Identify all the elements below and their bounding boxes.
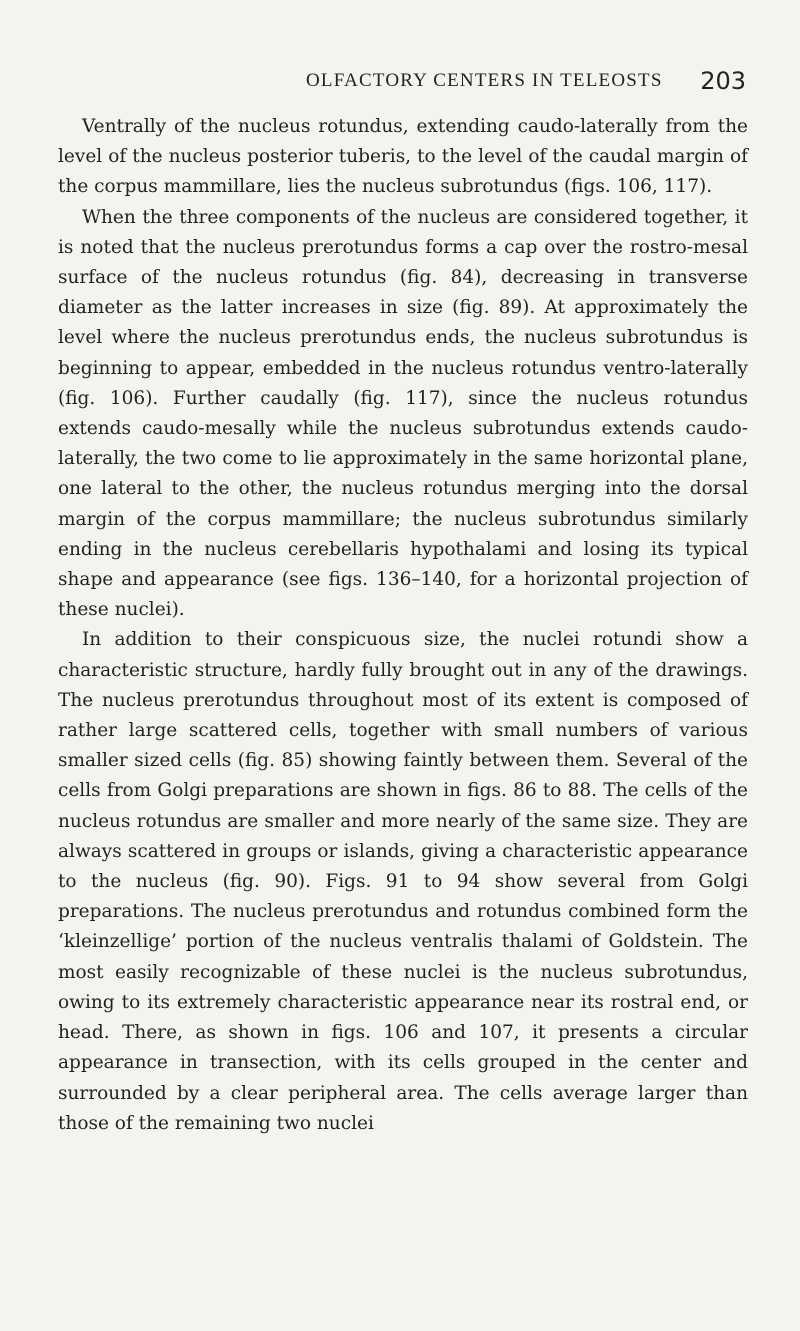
page-number: 203 <box>700 67 746 95</box>
page-header <box>56 67 746 100</box>
paragraph-components-relations: When the three components of the nucleus are considered together, it is noted that the nucleus prerotundus forms a cap over the rostro-mesal surface of the nucleus rotundus (fig. 84), decreasing in transverse diameter as the latter increases in size (fig. 89). At approximately the level where the nucleus prerotundus ends, the nucleus subrotundus is beginning to appear, embedded in the nucleus rotundus ventro-laterally (fig. 106). Further caudally (fig. 117), since the nucleus rotundus extends caudo-mesally while the nucleus subrotundus extends caudo-laterally, the two come to lie approximately in the same horizontal plane, one lateral to the other, the nucleus rotundus merging into the dorsal margin of the corpus mammillare; the nucleus subrotundus similarly ending in the nucleus cerebellaris hypothalami and losing its typical shape and appearance (see figs. 136–140, for a horizontal projection of these nuclei). <box>58 206 748 621</box>
running-head: OLFACTORY CENTERS IN TELEOSTS <box>306 70 663 91</box>
body-text <box>58 112 748 1139</box>
paragraph-cell-structure: In addition to their conspicuous size, the nuclei rotundi show a characteristic structure, hardly fully brought out in any of the drawings. The nucleus prerotundus throughout most of its extent is composed of rather large scattered cells, together with small numbers of various smaller sized cells (fig. 85) showing faintly between them. Several of the cells from Golgi preparations are shown in figs. 86 to 88. The cells of the nucleus rotundus are smaller and more nearly of the same size. They are always scattered in groups or islands, giving a characteristic appearance to the nucleus (fig. 90). Figs. 91 to 94 show several from Golgi preparations. The nucleus prerotundus and rotundus combined form the ‘kleinzellige’ portion of the nucleus ventralis thalami of Goldstein. The most easily recognizable of these nuclei is the nucleus subrotundus, owing to its extremely characteristic appearance near its rostral end, or head. There, as shown in figs. 106 and 107, it presents a circular appearance in transection, with its cells grouped in the center and surrounded by a clear peripheral area. The cells average larger than those of the remaining two nuclei <box>58 629 748 1134</box>
paragraph-subrotundus-location: Ventrally of the nucleus rotundus, extending caudo-laterally from the level of the nucleus posterior tuberis, to the level of the caudal margin of the corpus mammillare, lies the nucleus subrotundus (figs. 106, 117). <box>58 116 748 198</box>
